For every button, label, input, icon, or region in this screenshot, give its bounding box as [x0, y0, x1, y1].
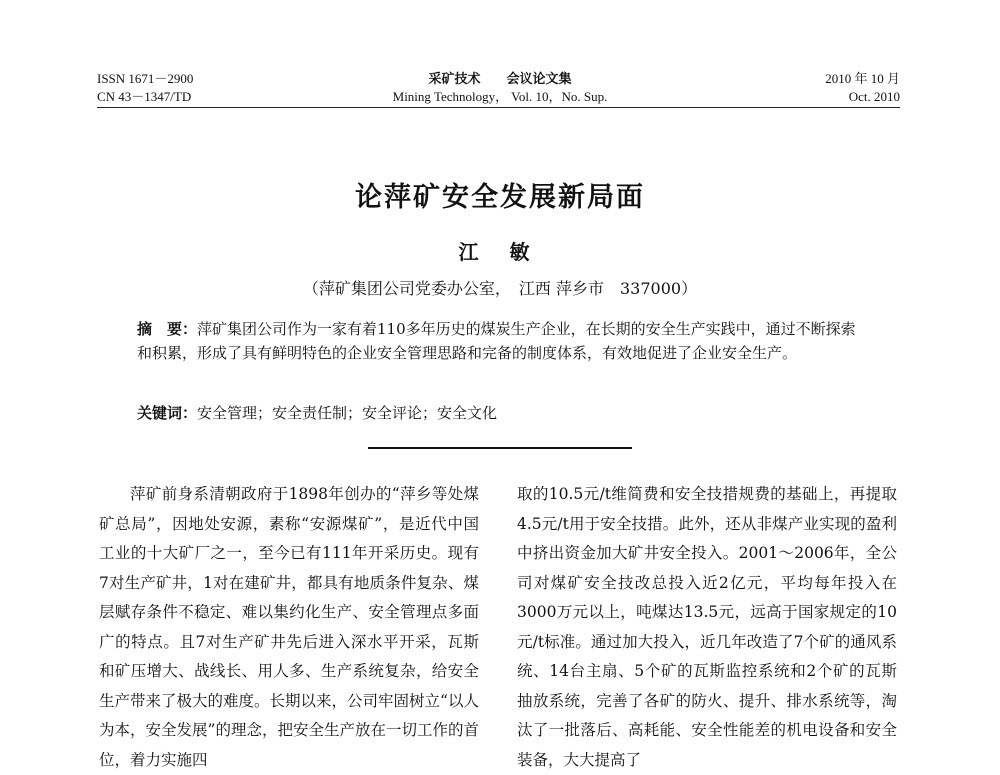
keywords-label: 关键词： — [137, 404, 198, 422]
journal-name — [380, 70, 620, 106]
issue-date-cn: 2010 年 10 月 — [825, 71, 900, 86]
keywords — [137, 402, 857, 424]
body-column-left — [99, 480, 479, 775]
paper-author: 江 敏 — [458, 240, 542, 264]
keywords-text: 安全管理；安全责任制；安全评论；安全文化 — [197, 404, 498, 422]
header-rule — [97, 107, 900, 108]
issue-date — [825, 70, 900, 106]
section-divider — [368, 447, 632, 449]
cn-text: CN 43－1347/TD — [97, 89, 192, 104]
abstract-text: 萍矿集团公司作为一家有着110多年历史的煤炭生产企业，在长期的安全生产实践中，通过不断探索和积累，形成了具有鲜明特色的企业安全管理思路和完备的制度体系，有效地促进了企业安全生产。 — [137, 320, 856, 362]
issue-date-en: Oct. 2010 — [848, 89, 900, 104]
journal-name-cn: 采矿技术 会议论文集 — [428, 71, 572, 86]
journal-name-en: Mining Technology， Vol. 10，No. Sup. — [392, 89, 608, 104]
body-column-right — [517, 480, 897, 775]
paper-title: 论萍矿安全发展新局面 — [355, 182, 645, 213]
author-affiliation: （萍矿集团公司党委办公室， 江西 萍乡市 337000） — [302, 279, 698, 298]
abstract — [137, 317, 857, 365]
issn-text: ISSN 1671－2900 — [97, 71, 194, 86]
body-paragraph-right: 取的10.5元/t维简费和安全技措规费的基础上，再提取4.5元/t用于安全技措。此外，还从非煤产业实现的盈利中挤出资金加大矿井安全投入。2001～2006年，全公司对煤矿安全技改总投入近2亿元，平均每年投入在3000万元以上，吨煤达13.5元，远高于国家规定的10元/t标准。通过加大投入，近几年改造了7个矿的通风系统、14台主扇、5个矿的瓦斯监控系统和2个矿的瓦斯抽放系统，完善了各矿的防火、提升、排水系统等，淘汰了一批落后、高耗能、安全性能差的机电设备和安全装备，大大提高了 — [517, 485, 897, 769]
journal-identifiers — [97, 70, 193, 106]
body-paragraph-left: 萍矿前身系清朝政府于1898年创办的“萍乡等处煤矿总局”，因地处安源，素称“安源煤矿”，是近代中国工业的十大矿厂之一，至今已有111年开采历史。现有7对生产矿井，1对在建矿井，都具有地质条件复杂、煤层赋存条件不稳定、难以集约化生产、安全管理点多面广的特点。且7对生产矿井先后进入深水平开采，瓦斯和矿压增大、战线长、用人多、生产系统复杂，给安全生产带来了极大的难度。长期以来，公司牢固树立“以人为本，安全发展”的理念，把安全生产放在一切工作的首位，着力实施四 — [99, 485, 479, 769]
abstract-label: 摘 要： — [137, 320, 198, 338]
